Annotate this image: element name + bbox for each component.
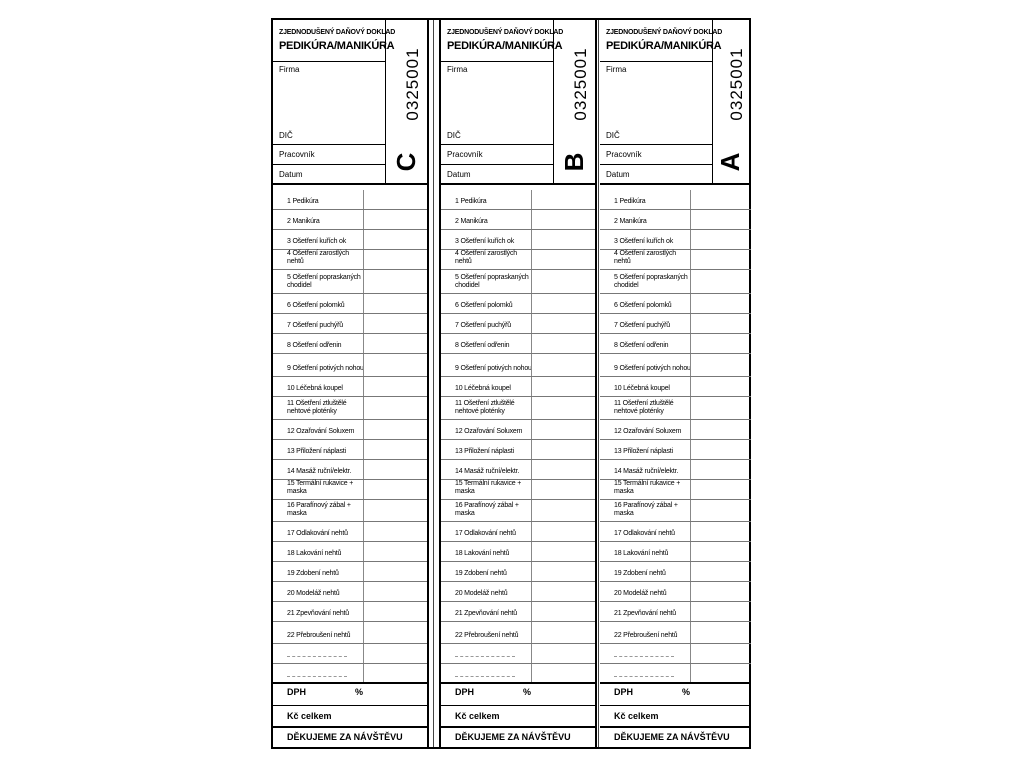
service-label: 1 Pedikúra [614,198,646,205]
price-column-divider [690,354,691,376]
service-row [273,440,427,460]
tear-line [433,20,434,747]
service-label: 10 Léčebná koupel [287,385,343,392]
service-label: 7 Ošetření puchýřů [455,322,511,329]
service-row [600,210,751,230]
slip-code-box: 0325001 B [553,20,595,185]
price-column-divider [690,314,691,333]
price-column-divider [531,270,532,293]
blank-row [441,644,595,664]
field-dic-label: DIČ [606,131,620,140]
price-column-divider [363,480,364,499]
price-column-divider [690,562,691,581]
price-column-divider [531,314,532,333]
price-column-divider [363,500,364,521]
service-label: 8 Ošetření odřenin [287,342,342,349]
service-label: 4 Ošetření zarostlých nehtů [287,250,349,265]
slip-title-small: ZJEDNODUŠENÝ DAŇOVÝ DOKLAD [279,29,396,36]
service-label: 5 Ošetření popraskaných chodidel [614,274,688,289]
slip-separator [595,20,597,747]
service-label: 13 Přiložení náplasti [287,448,346,455]
service-row [273,602,427,622]
service-label: 3 Ošetření kuřích ok [287,238,347,245]
service-label: 16 Parafínový zábal + maska [455,502,519,517]
slip-title-large: PEDIKÚRA/MANIKÚRA [606,40,722,52]
service-row [600,270,751,294]
slip-fields [273,61,386,185]
slip-title-large: PEDIKÚRA/MANIKÚRA [447,40,563,52]
price-column-divider [690,582,691,601]
price-column-divider [690,622,691,643]
price-column-divider [690,377,691,396]
price-column-divider [531,644,532,663]
price-column-divider [531,354,532,376]
price-column-divider [531,562,532,581]
service-label: 6 Ošetření polomků [455,302,513,309]
service-label: 10 Léčebná koupel [455,385,511,392]
price-column-divider [690,500,691,521]
service-label: 18 Lakování nehtů [455,550,510,557]
service-label: 13 Přiložení náplasti [455,448,514,455]
service-label: 9 Ošetření potivých nohou [614,365,691,372]
service-row [273,582,427,602]
service-row [600,377,751,397]
dph-label: DPH [287,687,307,697]
field-pracovnik-label: Pracovník [606,150,642,159]
thanks-text: DĚKUJEME ZA NÁVŠTĚVU [455,732,571,742]
receipt-slip-a [600,20,751,747]
service-row [600,542,751,562]
price-column-divider [690,522,691,541]
total-label: Kč celkem [287,711,332,721]
service-label: 9 Ošetření potivých nohou [287,365,364,372]
service-label: 10 Léčebná koupel [614,385,670,392]
dph-percent: % [355,687,364,697]
price-column-divider [531,230,532,249]
service-row [441,270,595,294]
price-column-divider [531,440,532,459]
price-column-divider [531,294,532,313]
service-label: 7 Ošetření puchýřů [614,322,670,329]
service-row [441,334,595,354]
price-column-divider [690,334,691,353]
price-column-divider [531,334,532,353]
blank-row [441,664,595,684]
service-row [600,602,751,622]
receipt-slip-c [273,20,427,747]
service-label: 18 Lakování nehtů [287,550,342,557]
price-column-divider [531,542,532,561]
thanks-text: DĚKUJEME ZA NÁVŠTĚVU [614,732,730,742]
service-row [600,314,751,334]
slip-title-box [273,20,396,62]
price-column-divider [531,420,532,439]
service-label: 13 Přiložení náplasti [614,448,673,455]
service-row [273,190,427,210]
service-row [273,314,427,334]
service-label: 14 Masáž ruční/elektr. [614,468,679,475]
service-label: 14 Masáž ruční/elektr. [455,468,520,475]
slip-fields [441,61,554,185]
price-column-divider [690,210,691,229]
price-column-divider [690,420,691,439]
slip-fields [600,61,713,185]
service-label: 15 Termální rukavice + maska [614,480,681,495]
price-column-divider [531,664,532,683]
service-label: 19 Zdobení nehtů [614,570,666,577]
service-row [273,250,427,270]
dph-percent: % [682,687,691,697]
price-column-divider [363,270,364,293]
price-column-divider [690,294,691,313]
price-column-divider [531,460,532,479]
price-column-divider [363,190,364,209]
service-label: 11 Ošetření ztluštělé nehtové ploténky [455,400,515,415]
service-label: 20 Modeláž nehtů [287,590,340,597]
price-column-divider [690,602,691,621]
service-row [273,294,427,314]
service-row [441,542,595,562]
service-label: 5 Ošetření popraskaných chodidel [455,274,529,289]
service-label: 15 Termální rukavice + maska [287,480,354,495]
service-row [441,562,595,582]
service-row [600,500,751,522]
service-label: 22 Přebroušení nehtů [287,632,351,639]
service-label: 11 Ošetření ztluštělé nehtové ploténky [614,400,674,415]
copy-letter: C [391,152,421,172]
price-column-divider [690,664,691,683]
service-label: 8 Ošetření odřenin [455,342,510,349]
price-column-divider [363,334,364,353]
price-column-divider [363,210,364,229]
price-column-divider [363,562,364,581]
service-label: 11 Ošetření ztluštělé nehtové ploténky [287,400,347,415]
price-column-divider [363,602,364,621]
price-column-divider [531,500,532,521]
service-row [273,230,427,250]
service-label: 1 Pedikúra [455,198,487,205]
service-label: 1 Pedikúra [287,198,319,205]
service-row [441,354,595,377]
service-label: 5 Ošetření popraskaných chodidel [287,274,361,289]
service-label: 9 Ošetření potivých nohou [455,365,532,372]
price-column-divider [363,622,364,643]
field-datum-label: Datum [447,170,471,179]
slip-title-small: ZJEDNODUŠENÝ DAŇOVÝ DOKLAD [606,29,723,36]
service-row [441,294,595,314]
price-column-divider [531,480,532,499]
blank-row [273,664,427,684]
slip-code-box: 0325001 C [385,20,427,185]
service-row [441,622,595,644]
field-firma-label: Firma [279,65,300,74]
service-row [273,480,427,500]
service-label: 3 Ošetření kuřích ok [455,238,515,245]
service-label: 2 Manikúra [614,218,647,225]
service-row [600,190,751,210]
service-label: 16 Parafínový zábal + maska [287,502,351,517]
service-row [441,397,595,420]
price-column-divider [531,210,532,229]
field-dic-label: DIČ [279,131,293,140]
service-row [273,622,427,644]
price-column-divider [531,397,532,419]
receipt-form [271,18,751,749]
service-row [441,522,595,542]
service-row [600,397,751,420]
service-row [600,294,751,314]
slip-separator [427,20,429,747]
copy-letter: A [715,152,745,172]
service-row [273,334,427,354]
field-pracovnik-label: Pracovník [279,150,315,159]
service-row [600,334,751,354]
price-column-divider [690,270,691,293]
price-column-divider [363,522,364,541]
blank-row [600,664,751,684]
price-column-divider [531,622,532,643]
service-row [441,440,595,460]
service-label: 4 Ošetření zarostlých nehtů [614,250,676,265]
service-row [441,210,595,230]
price-column-divider [690,397,691,419]
price-column-divider [531,522,532,541]
dph-label: DPH [455,687,475,697]
service-label: 20 Modeláž nehtů [455,590,508,597]
price-column-divider [363,314,364,333]
slip-header [600,20,751,185]
price-column-divider [690,644,691,663]
service-label: 7 Ošetření puchýřů [287,322,343,329]
service-row [273,354,427,377]
service-row [600,420,751,440]
service-label: 4 Ošetření zarostlých nehtů [455,250,517,265]
price-column-divider [363,250,364,269]
price-column-divider [690,480,691,499]
service-row [600,354,751,377]
price-column-divider [531,190,532,209]
service-row [441,420,595,440]
slip-code-box: 0325001 A [709,20,751,185]
service-label: 19 Zdobení nehtů [455,570,507,577]
service-row [273,542,427,562]
service-row [441,480,595,500]
service-label: 19 Zdobení nehtů [287,570,339,577]
service-row [273,270,427,294]
price-column-divider [363,377,364,396]
field-dic-label: DIČ [447,131,461,140]
service-row [600,440,751,460]
receipt-slip-b [441,20,595,747]
service-row [441,500,595,522]
service-row [600,562,751,582]
service-row [441,602,595,622]
service-row [600,460,751,480]
service-label: 2 Manikúra [287,218,320,225]
price-column-divider [531,602,532,621]
service-label: 6 Ošetření polomků [614,302,672,309]
price-column-divider [363,354,364,376]
service-label: 22 Přebroušení nehtů [614,632,678,639]
copy-letter: B [559,152,589,172]
service-row [273,460,427,480]
service-label: 8 Ošetření odřenin [614,342,669,349]
service-row [441,314,595,334]
service-label: 21 Zpevňování nehtů [614,610,676,617]
service-row [273,397,427,420]
service-row [441,230,595,250]
service-label: 15 Termální rukavice + maska [455,480,522,495]
price-column-divider [363,644,364,663]
service-label: 22 Přebroušení nehtů [455,632,519,639]
price-column-divider [690,440,691,459]
service-label: 3 Ošetření kuřích ok [614,238,674,245]
service-row [600,250,751,270]
service-label: 6 Ošetření polomků [287,302,345,309]
field-datum-label: Datum [606,170,630,179]
price-column-divider [363,542,364,561]
service-row [273,377,427,397]
service-row [441,582,595,602]
service-label: 16 Parafínový zábal + maska [614,502,678,517]
service-label: 12 Ozařování Soluxem [287,428,355,435]
price-column-divider [363,397,364,419]
price-column-divider [690,190,691,209]
service-row [273,210,427,230]
service-label: 17 Odlakování nehtů [455,530,516,537]
blank-row [273,644,427,664]
price-column-divider [363,230,364,249]
service-row [273,522,427,542]
price-column-divider [363,664,364,683]
service-row [600,582,751,602]
price-column-divider [690,460,691,479]
service-row [273,500,427,522]
service-label: 17 Odlakování nehtů [287,530,348,537]
service-label: 21 Zpevňování nehtů [455,610,517,617]
dph-label: DPH [614,687,634,697]
dph-percent: % [523,687,532,697]
service-row [600,622,751,644]
service-row [273,562,427,582]
price-column-divider [363,460,364,479]
price-column-divider [363,420,364,439]
field-firma-label: Firma [606,65,627,74]
slip-header [441,20,595,185]
service-row [441,460,595,480]
field-datum-label: Datum [279,170,303,179]
price-column-divider [690,230,691,249]
service-row [441,377,595,397]
total-label: Kč celkem [614,711,659,721]
service-label: 20 Modeláž nehtů [614,590,667,597]
service-row [600,230,751,250]
price-column-divider [531,377,532,396]
service-label: 18 Lakování nehtů [614,550,669,557]
blank-row [600,644,751,664]
slip-title-large: PEDIKÚRA/MANIKÚRA [279,40,395,52]
field-firma-label: Firma [447,65,468,74]
service-label: 14 Masáž ruční/elektr. [287,468,352,475]
service-row [600,522,751,542]
service-label: 12 Ozařování Soluxem [614,428,682,435]
field-pracovnik-label: Pracovník [447,150,483,159]
price-column-divider [690,542,691,561]
total-label: Kč celkem [455,711,500,721]
slip-title-box [600,20,723,62]
price-column-divider [690,250,691,269]
service-label: 2 Manikúra [455,218,488,225]
slip-title-small: ZJEDNODUŠENÝ DAŇOVÝ DOKLAD [447,29,564,36]
slip-title-box [441,20,564,62]
price-column-divider [363,440,364,459]
service-label: 12 Ozařování Soluxem [455,428,523,435]
service-label: 17 Odlakování nehtů [614,530,675,537]
tear-line [598,20,599,747]
thanks-text: DĚKUJEME ZA NÁVŠTĚVU [287,732,403,742]
service-row [441,190,595,210]
price-column-divider [363,294,364,313]
slip-header [273,20,427,185]
service-row [441,250,595,270]
price-column-divider [363,582,364,601]
price-column-divider [531,250,532,269]
service-row [600,480,751,500]
service-row [273,420,427,440]
price-column-divider [531,582,532,601]
service-label: 21 Zpevňování nehtů [287,610,349,617]
